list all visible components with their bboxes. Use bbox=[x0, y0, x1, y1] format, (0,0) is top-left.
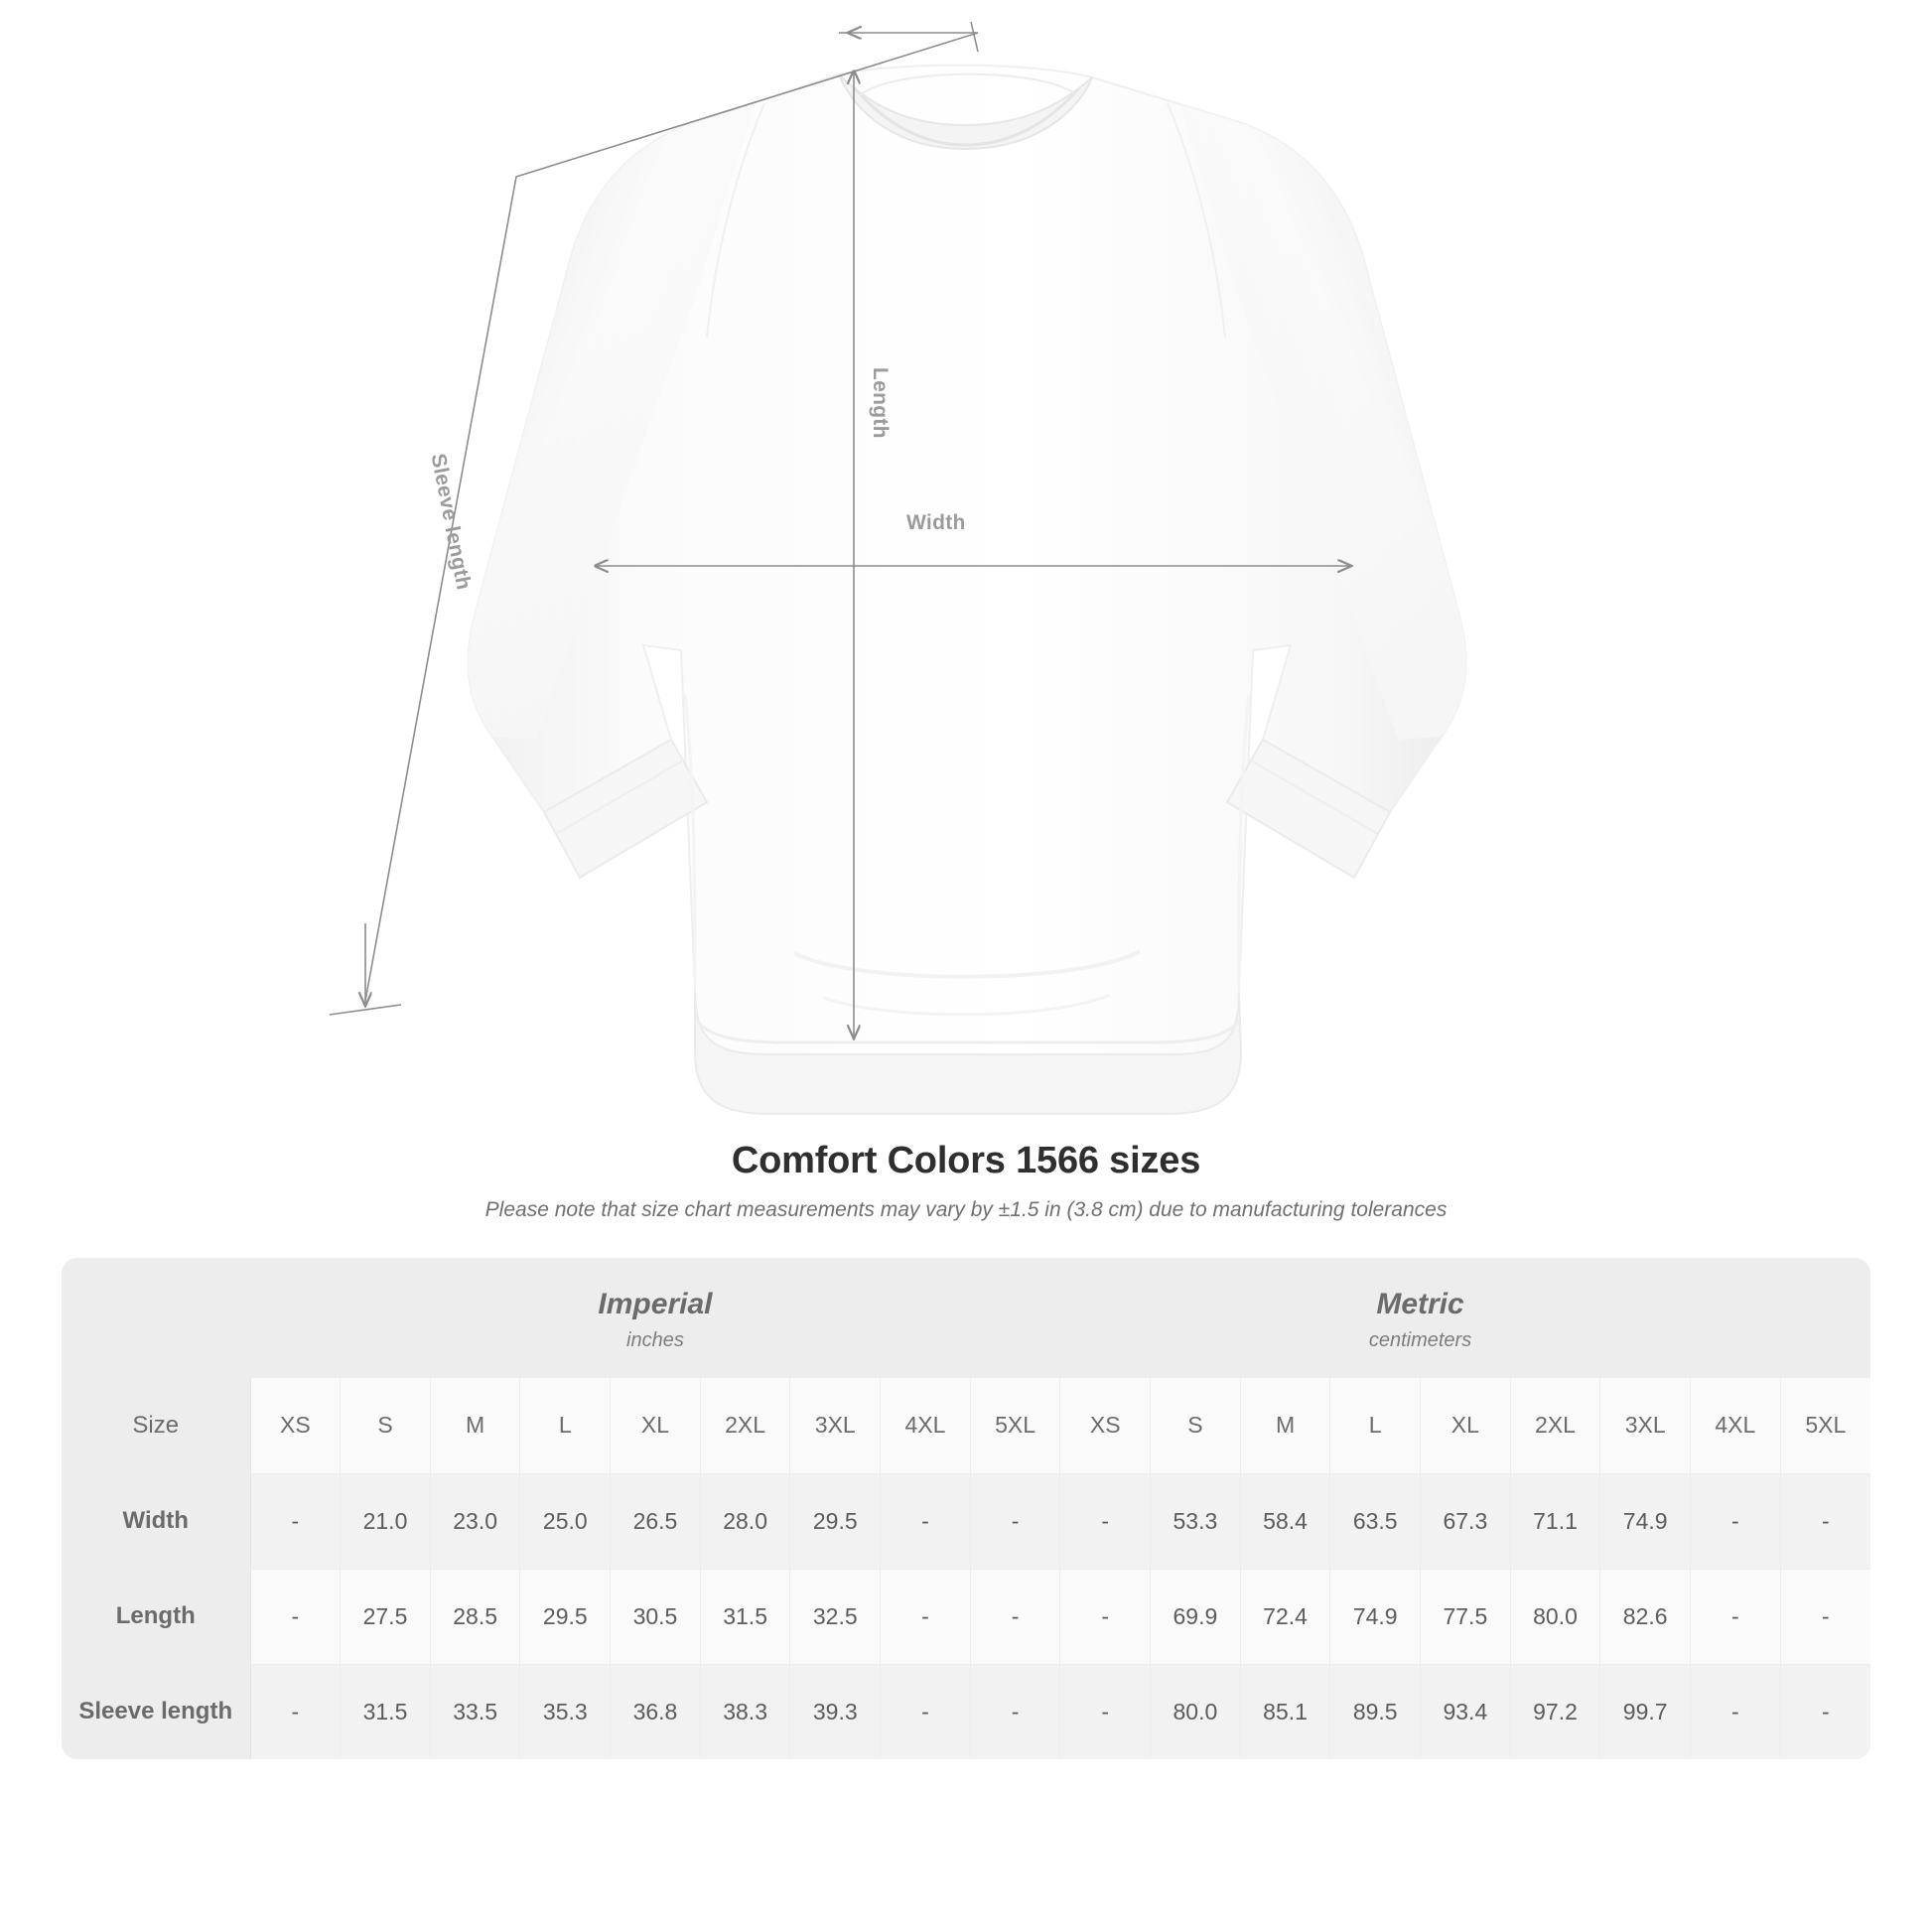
cell-length-metric-4xl: - bbox=[1691, 1569, 1781, 1664]
cell-sleeve-metric-4xl: - bbox=[1691, 1664, 1781, 1759]
cell-width-imperial-xs: - bbox=[250, 1473, 341, 1569]
header-metric-5xl: 5XL bbox=[1780, 1378, 1870, 1473]
cell-sleeve-metric-l: 89.5 bbox=[1330, 1664, 1421, 1759]
cell-sleeve-metric-m: 85.1 bbox=[1240, 1664, 1330, 1759]
cell-sleeve-metric-3xl: 99.7 bbox=[1600, 1664, 1691, 1759]
sweatshirt-shape bbox=[469, 66, 1466, 1114]
length-label: Length bbox=[869, 367, 892, 439]
cell-sleeve-imperial-xl: 36.8 bbox=[611, 1664, 701, 1759]
sleeve-end-tick bbox=[330, 1005, 401, 1015]
unit-metric-name: Metric bbox=[1376, 1288, 1464, 1320]
header-imperial-xs: XS bbox=[250, 1378, 341, 1473]
cell-length-metric-3xl: 82.6 bbox=[1600, 1569, 1691, 1664]
cell-length-imperial-xs: - bbox=[250, 1569, 341, 1664]
page-title: Comfort Colors 1566 sizes bbox=[731, 1140, 1201, 1181]
cell-length-imperial-4xl: - bbox=[881, 1569, 971, 1664]
unit-imperial-sub: inches bbox=[626, 1329, 684, 1351]
cell-sleeve-imperial-s: 31.5 bbox=[341, 1664, 431, 1759]
cell-length-imperial-5xl: - bbox=[970, 1569, 1060, 1664]
cell-sleeve-metric-xs: - bbox=[1060, 1664, 1151, 1759]
cell-length-metric-m: 72.4 bbox=[1240, 1569, 1330, 1664]
cell-length-imperial-3xl: 32.5 bbox=[790, 1569, 881, 1664]
cell-width-metric-m: 58.4 bbox=[1240, 1473, 1330, 1569]
cell-length-imperial-l: 29.5 bbox=[520, 1569, 611, 1664]
cell-length-imperial-2xl: 31.5 bbox=[700, 1569, 790, 1664]
cell-width-imperial-m: 23.0 bbox=[430, 1473, 520, 1569]
cell-width-metric-2xl: 71.1 bbox=[1510, 1473, 1600, 1569]
cell-sleeve-metric-xl: 93.4 bbox=[1421, 1664, 1511, 1759]
header-imperial-2xl: 2XL bbox=[700, 1378, 790, 1473]
cell-length-imperial-m: 28.5 bbox=[430, 1569, 520, 1664]
cell-length-metric-xl: 77.5 bbox=[1421, 1569, 1511, 1664]
cell-length-metric-l: 74.9 bbox=[1330, 1569, 1421, 1664]
cell-width-metric-l: 63.5 bbox=[1330, 1473, 1421, 1569]
sleeve-start-tick bbox=[971, 22, 978, 52]
size-table bbox=[62, 1258, 1870, 1759]
cell-sleeve-imperial-5xl: - bbox=[970, 1664, 1060, 1759]
header-metric-s: S bbox=[1151, 1378, 1241, 1473]
title-block bbox=[0, 1140, 1932, 1222]
unit-imperial-name: Imperial bbox=[598, 1288, 713, 1320]
cell-sleeve-imperial-4xl: - bbox=[881, 1664, 971, 1759]
cell-width-imperial-l: 25.0 bbox=[520, 1473, 611, 1569]
cell-sleeve-imperial-xs: - bbox=[250, 1664, 341, 1759]
cell-width-metric-3xl: 74.9 bbox=[1600, 1473, 1691, 1569]
header-imperial-3xl: 3XL bbox=[790, 1378, 881, 1473]
header-imperial-m: M bbox=[430, 1378, 520, 1473]
cell-width-metric-s: 53.3 bbox=[1151, 1473, 1241, 1569]
cell-sleeve-imperial-3xl: 39.3 bbox=[790, 1664, 881, 1759]
cell-length-metric-xs: - bbox=[1060, 1569, 1151, 1664]
cell-width-metric-xl: 67.3 bbox=[1421, 1473, 1511, 1569]
size-header-row bbox=[62, 1378, 1870, 1473]
cell-sleeve-imperial-2xl: 38.3 bbox=[700, 1664, 790, 1759]
header-metric-m: M bbox=[1240, 1378, 1330, 1473]
row-label-width: Width bbox=[62, 1473, 250, 1569]
sleeve-length-label: Sleeve length bbox=[426, 452, 476, 593]
cell-sleeve-metric-s: 80.0 bbox=[1151, 1664, 1241, 1759]
cell-sleeve-imperial-l: 35.3 bbox=[520, 1664, 611, 1759]
unit-metric-cell bbox=[1060, 1258, 1780, 1378]
row-label-sleeve-length: Sleeve length bbox=[62, 1664, 250, 1759]
cell-length-metric-5xl: - bbox=[1780, 1569, 1870, 1664]
cell-width-imperial-3xl: 29.5 bbox=[790, 1473, 881, 1569]
unit-imperial-cell bbox=[250, 1258, 1060, 1378]
cell-width-metric-xs: - bbox=[1060, 1473, 1151, 1569]
cell-width-imperial-5xl: - bbox=[970, 1473, 1060, 1569]
cell-width-imperial-s: 21.0 bbox=[341, 1473, 431, 1569]
header-metric-xs: XS bbox=[1060, 1378, 1151, 1473]
header-imperial-xl: XL bbox=[611, 1378, 701, 1473]
header-metric-3xl: 3XL bbox=[1600, 1378, 1691, 1473]
cell-sleeve-metric-5xl: - bbox=[1780, 1664, 1870, 1759]
cell-sleeve-metric-2xl: 97.2 bbox=[1510, 1664, 1600, 1759]
width-label: Width bbox=[906, 511, 966, 534]
header-imperial-l: L bbox=[520, 1378, 611, 1473]
cell-width-imperial-xl: 26.5 bbox=[611, 1473, 701, 1569]
size-table-wrapper bbox=[62, 1258, 1870, 1759]
cell-length-metric-s: 69.9 bbox=[1151, 1569, 1241, 1664]
cell-length-imperial-s: 27.5 bbox=[341, 1569, 431, 1664]
header-metric-l: L bbox=[1330, 1378, 1421, 1473]
unit-metric-sub: centimeters bbox=[1368, 1329, 1472, 1351]
cell-width-metric-4xl: - bbox=[1691, 1473, 1781, 1569]
table-row bbox=[62, 1664, 1870, 1759]
header-imperial-5xl: 5XL bbox=[970, 1378, 1060, 1473]
row-label-length: Length bbox=[62, 1569, 250, 1664]
cell-length-imperial-xl: 30.5 bbox=[611, 1569, 701, 1664]
cell-width-imperial-4xl: - bbox=[881, 1473, 971, 1569]
tolerance-note: Please note that size chart measurements may vary by ±1.5 in (3.8 cm) due to manufacturing tolerances bbox=[484, 1198, 1448, 1221]
cell-sleeve-imperial-m: 33.5 bbox=[430, 1664, 520, 1759]
header-metric-xl: XL bbox=[1421, 1378, 1511, 1473]
table-row bbox=[62, 1473, 1870, 1569]
header-imperial-4xl: 4XL bbox=[881, 1378, 971, 1473]
cell-width-imperial-2xl: 28.0 bbox=[700, 1473, 790, 1569]
header-size: Size bbox=[62, 1378, 250, 1473]
unit-corner-cell bbox=[62, 1258, 250, 1378]
header-metric-4xl: 4XL bbox=[1691, 1378, 1781, 1473]
unit-header-row bbox=[62, 1258, 1870, 1378]
cell-length-metric-2xl: 80.0 bbox=[1510, 1569, 1600, 1664]
table-row bbox=[62, 1569, 1870, 1664]
header-imperial-s: S bbox=[341, 1378, 431, 1473]
header-metric-2xl: 2XL bbox=[1510, 1378, 1600, 1473]
cell-width-metric-5xl: - bbox=[1780, 1473, 1870, 1569]
